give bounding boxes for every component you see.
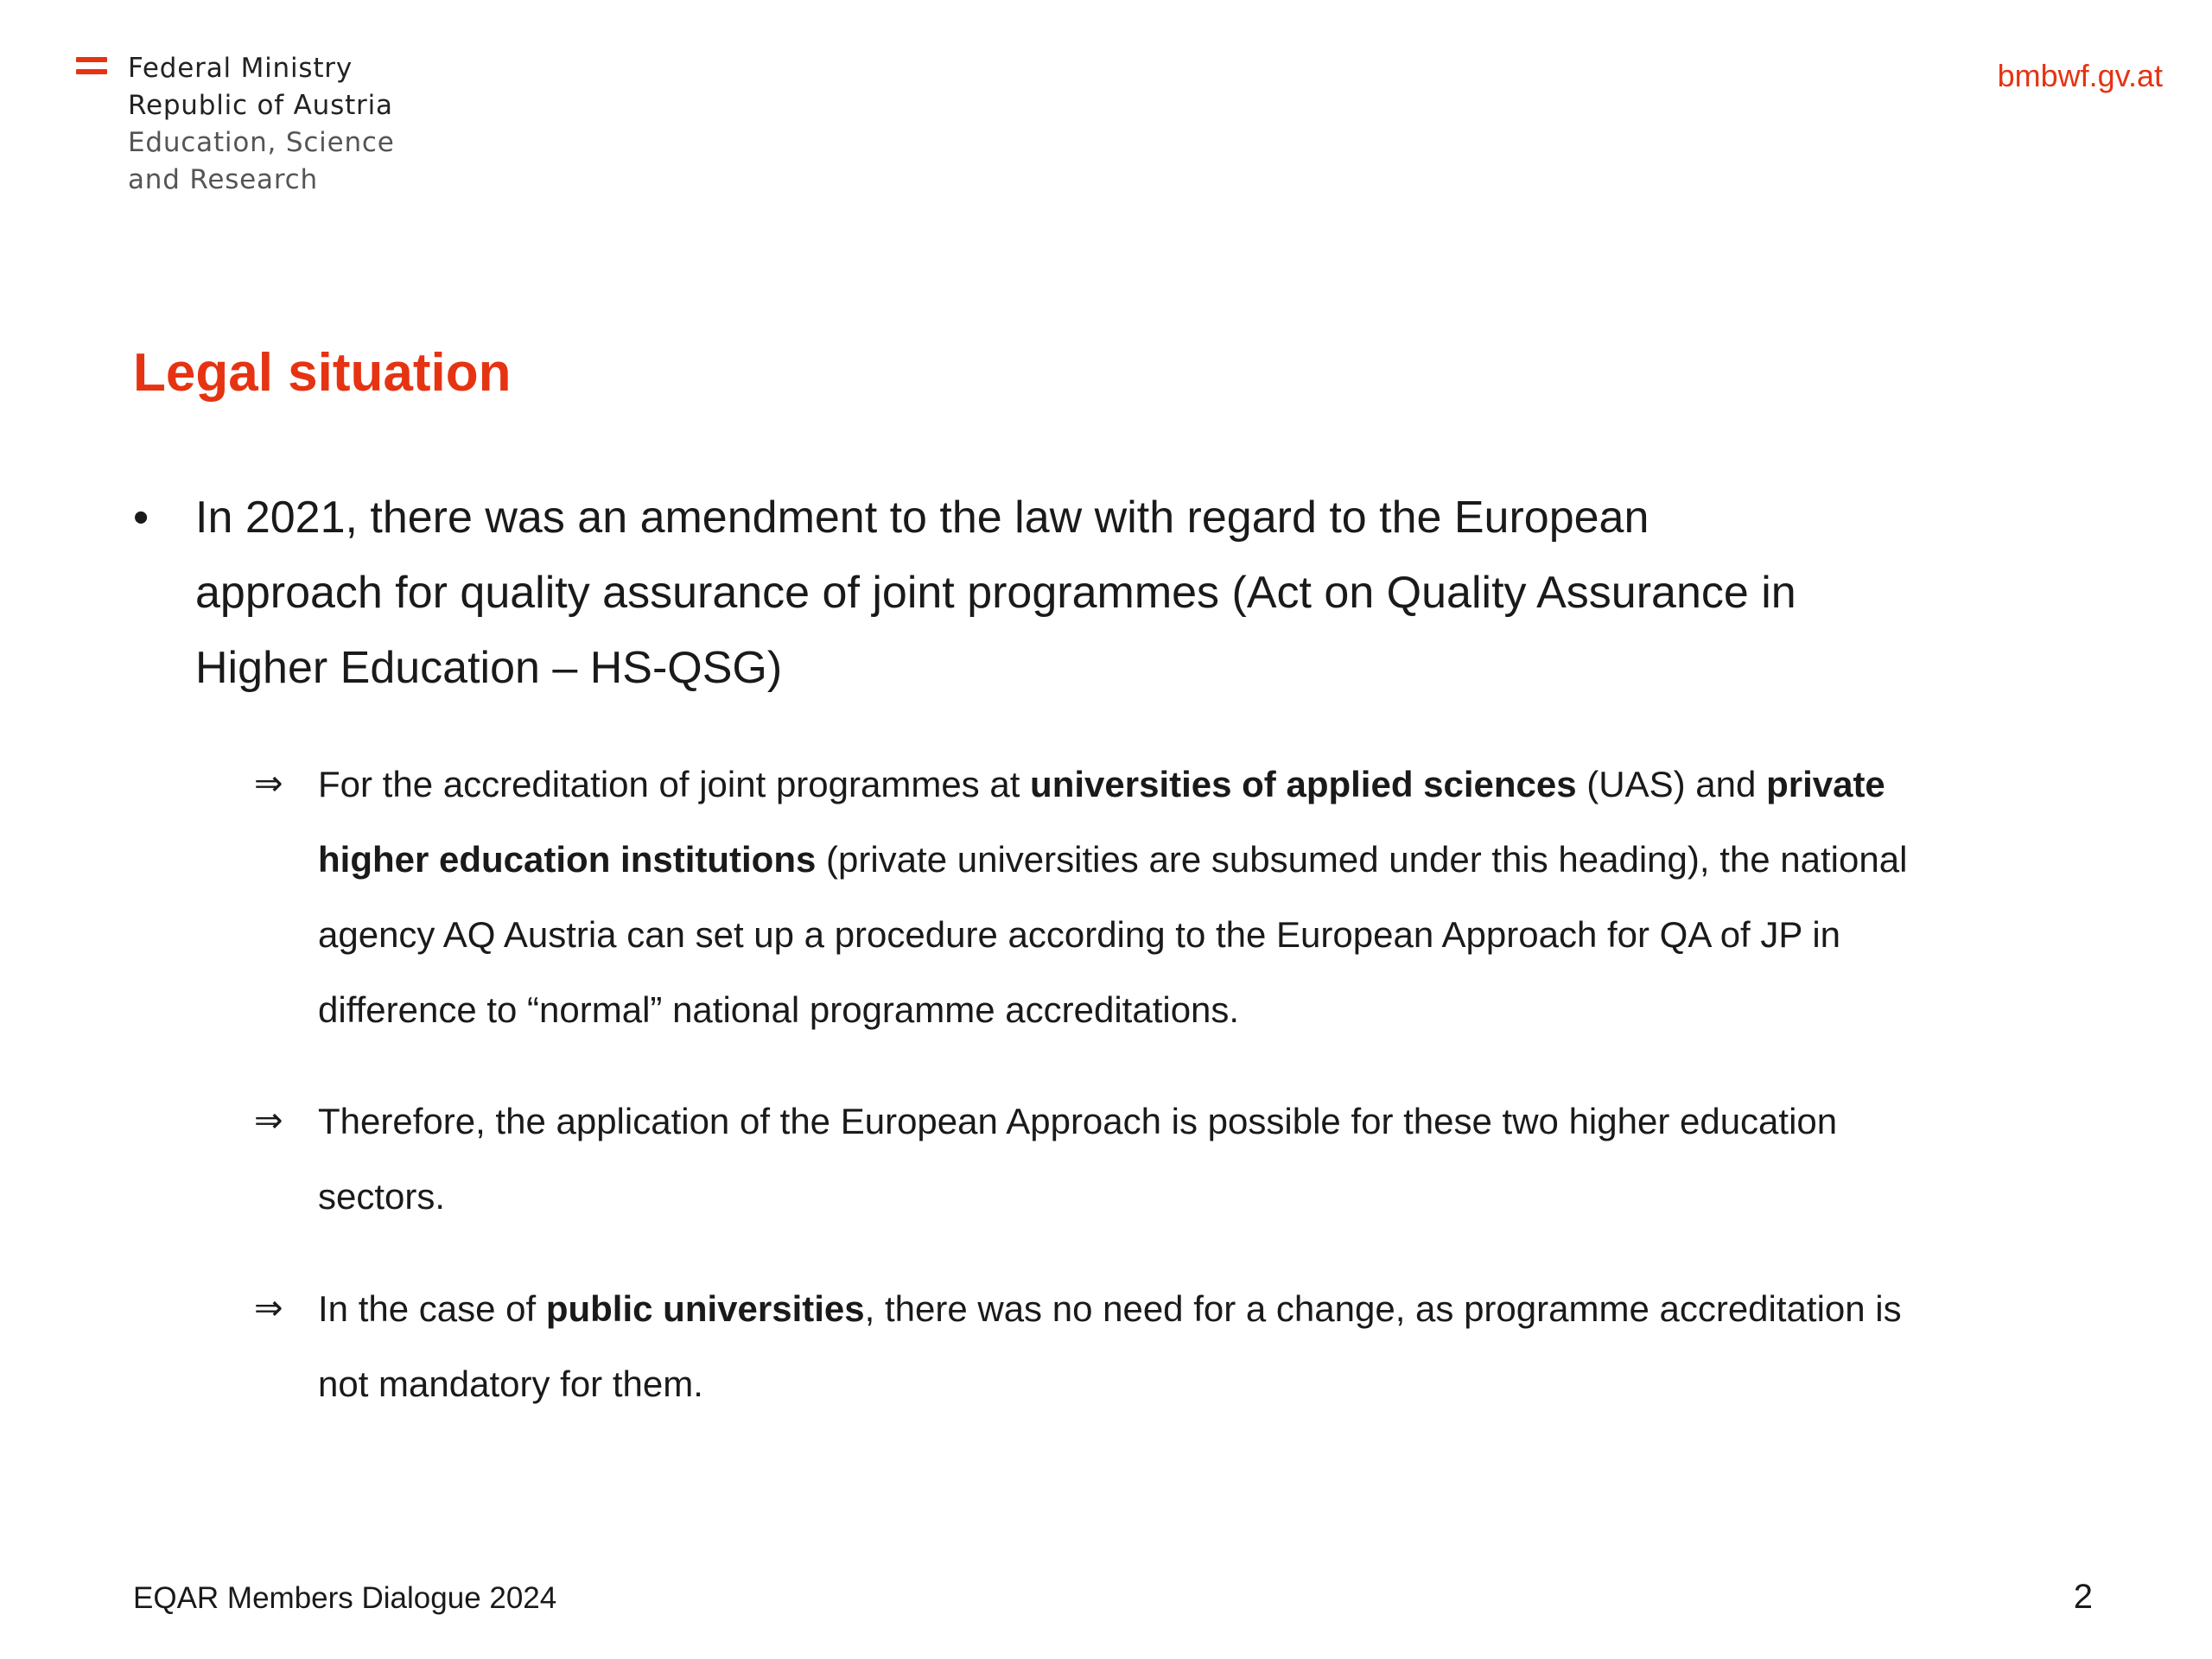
arrow-icon: ⇒ [254,1288,283,1328]
body-text: (UAS) and [1576,764,1767,804]
sub-point-text [318,1084,2098,1234]
logo-line-3: Education, Science [128,127,395,158]
emphasis-text: universities of applied sciences [1030,764,1577,804]
bullet-line-1: In 2021, there was an amendment to the law with regard to the European [195,493,1649,543]
bullet-marker: • [133,493,149,543]
sub-point-line-1 [318,1271,2098,1346]
body-text: (private universities are subsumed under this heading), the national [816,839,1908,880]
austria-flag-icon [76,57,107,78]
sub-point-line-1 [318,747,2098,822]
sub-point-line-2 [318,1346,2098,1421]
sub-point-line-1 [318,1084,2098,1159]
slide-title: Legal situation [133,343,512,403]
body-text: Therefore, the application of the European Approach is possible for these two higher education [318,1101,1838,1141]
emphasis-text: public universities [545,1288,865,1329]
body-text: not mandatory for them. [318,1363,703,1404]
flag-stripe-bottom [76,69,107,74]
bullet-line-3: Higher Education – HS-QSG) [195,643,783,693]
emphasis-text: higher education institutions [318,839,817,880]
bullet-text [195,480,2096,706]
sub-point-text [318,1271,2098,1421]
body-text: agency AQ Austria can set up a procedure according to the European Approach for QA of JP in [318,914,1841,955]
logo-line-1: Federal Ministry [128,53,353,84]
body-text: difference to “normal” national programme accreditations. [318,989,1240,1030]
page-number: 2 [2073,1578,2093,1616]
logo-line-4: and Research [128,164,318,195]
ministry-name [128,50,543,199]
sub-point-line-3 [318,897,2098,972]
sub-point-line-4 [318,972,2098,1047]
arrow-icon: ⇒ [254,764,283,804]
body-text: In the case of [318,1288,546,1329]
flag-stripe-top [76,57,107,62]
bullet-line-2: approach for quality assurance of joint programmes (Act on Quality Assurance in [195,568,1796,618]
footer-event-name: EQAR Members Dialogue 2024 [133,1581,557,1615]
logo-line-2: Republic of Austria [128,90,393,121]
sub-point-line-2 [318,1159,2098,1234]
arrow-icon: ⇒ [254,1101,283,1141]
body-text: For the accreditation of joint programmes at [318,764,1031,804]
sub-point-text [318,747,2098,1047]
emphasis-text: private [1766,764,1885,804]
body-text: sectors. [318,1176,446,1217]
site-url: bmbwf.gv.at [1997,58,2163,93]
sub-point-line-2 [318,822,2098,897]
body-text: , there was no need for a change, as programme accreditation is [864,1288,1902,1329]
